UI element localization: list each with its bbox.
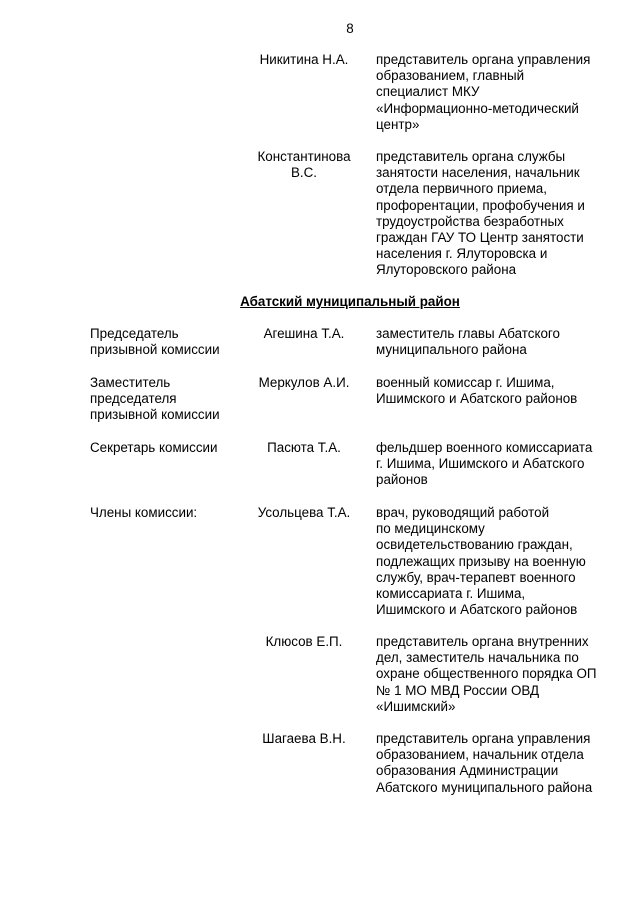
member-description: представитель органа службы занятости населения, начальник отдела первичного приема, профорентации, профобучения и трудоустройства безработных граждан ГАУ ТО Центр занятости населения г. Ялуторовска и Ялуторовского района: [376, 149, 585, 278]
section-heading: Абатский муниципальный район: [240, 294, 460, 309]
page-number: 8: [346, 21, 354, 36]
member-name: Клюсов Е.П.: [265, 634, 343, 649]
member-name: Усольцева Т.А.: [257, 505, 351, 520]
member-description: заместитель главы Абатского муниципального района: [376, 326, 560, 358]
member-role: Председатель призывной комиссии: [90, 326, 220, 358]
member-role: Заместитель председателя призывной комиссии: [90, 375, 220, 423]
member-description: военный комиссар г. Ишима, Ишимского и Абатского районов: [376, 375, 578, 407]
member-description: фельдшер военного комиссариата г. Ишима, Ишимского и Абатского районов: [376, 440, 593, 488]
member-name: Константинова В.С.: [257, 149, 351, 181]
member-name: Агешина Т.А.: [263, 326, 345, 341]
member-name: Пасюта Т.А.: [267, 440, 341, 455]
member-name: Шагаева В.Н.: [262, 731, 346, 746]
member-description: врач, руководящий работой по медицинскому освидетельствованию граждан, подлежащих призыву на военную службу, врач-терапевт военного комиссариата г. Ишима, Ишимского и Абатского районов: [376, 505, 586, 618]
member-name: Никитина Н.А.: [259, 52, 349, 67]
member-role: Члены комиссии:: [90, 505, 198, 520]
member-description: представитель органа внутренних дел, заместитель начальника по охране общественного порядка ОП № 1 МО МВД России ОВД «Ишимский»: [376, 634, 597, 714]
member-description: представитель органа управления образованием, начальник отдела образования Администрации Абатского муниципального района: [376, 731, 593, 795]
member-role: Секретарь комиссии: [90, 440, 218, 455]
member-description: представитель органа управления образованием, главный специалист МКУ «Информационно-методический центр»: [376, 52, 591, 132]
member-name: Меркулов А.И.: [258, 375, 350, 390]
